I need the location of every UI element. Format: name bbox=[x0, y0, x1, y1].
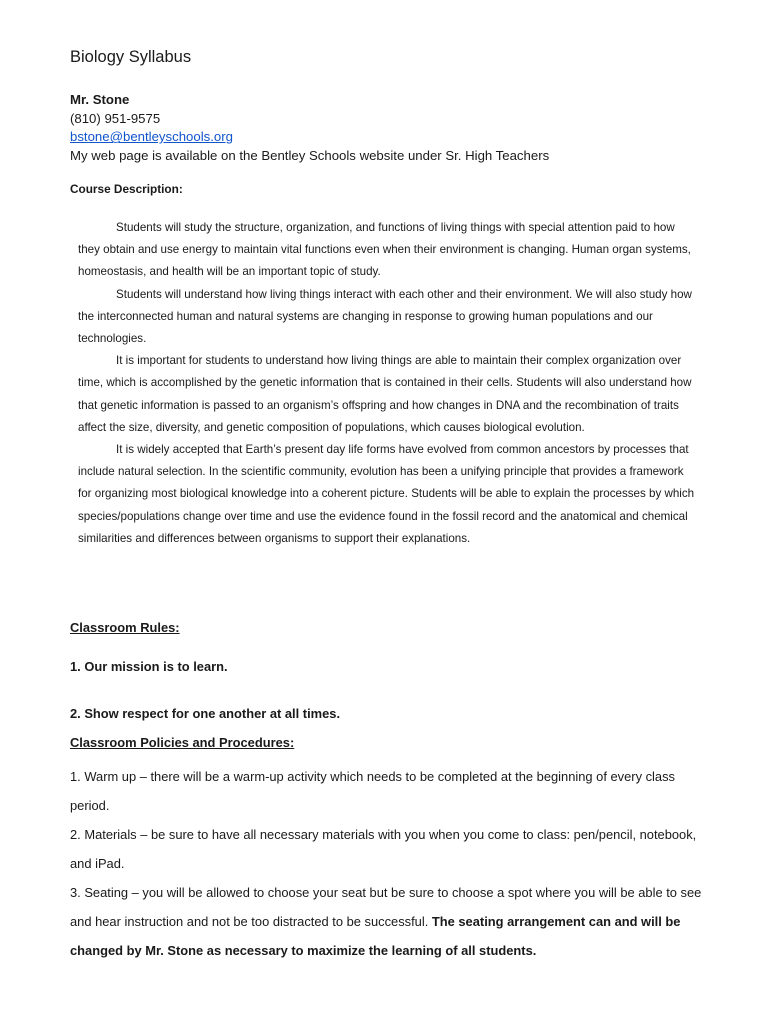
description-paragraph: Students will understand how living things interact with each other and their environment. We will also study how the interconnected human and natural systems are changing in response to growing human populations and our technologies. bbox=[78, 287, 692, 346]
course-description bbox=[78, 217, 698, 550]
description-paragraph: It is widely accepted that Earth’s present day life forms have evolved from common ancestors by processes that include natural selection. In the scientific community, evolution has been a unifying principle that provides a framework for organizing most biological knowledge into a coherent picture. Students will be able to explain the processes by which species/populations change over time and use the evidence found in the fossil record and the anatomical and chemical similarities and differences between organisms to support their explanations. bbox=[78, 443, 695, 545]
policy-item: 1. Warm up – there will be a warm-up activity which needs to be completed at the beginning of every class period. bbox=[70, 769, 675, 813]
description-paragraph: It is important for students to understand how living things are able to maintain their complex organization over time, which is accomplished by the genetic information that is contained in their cells. Students will also understand how that genetic information is passed to an organism’s offspring and how changes in DNA and the recombination of traits affect the size, diversity, and genetic composition of populations, which causes biological evolution. bbox=[78, 354, 692, 434]
rule-item: 1. Our mission is to learn. bbox=[70, 659, 228, 674]
teacher-name: Mr. Stone bbox=[70, 92, 130, 107]
teacher-phone: (810) 951-9575 bbox=[70, 110, 161, 126]
web-page-note: My web page is available on the Bentley Schools website under Sr. High Teachers bbox=[70, 147, 550, 163]
teacher-email-link[interactable]: bstone@bentleyschools.org bbox=[70, 129, 233, 145]
document-title: Biology Syllabus bbox=[70, 48, 192, 66]
policies-heading: Classroom Policies and Procedures: bbox=[70, 735, 295, 750]
rule-item: 2. Show respect for one another at all times. bbox=[70, 706, 341, 721]
course-description-heading: Course Description: bbox=[70, 182, 183, 196]
description-paragraph: Students will study the structure, organization, and functions of living things with special attention paid to how they obtain and use energy to maintain vital functions even when their environment is changing. Human organ systems, homeostasis, and health will be an important topic of study. bbox=[78, 221, 691, 279]
classroom-rules-heading: Classroom Rules: bbox=[70, 620, 180, 635]
policies-list bbox=[70, 762, 710, 965]
policy-item: 2. Materials – be sure to have all necessary materials with you when you come to class: pen/pencil, notebook, and iPad. bbox=[70, 827, 697, 871]
policy-item-text: 3. Seating – you will be allowed to choose your seat but be sure to choose a spot where you will be able to see and hear instruction and not be too distracted to be successful. bbox=[70, 885, 702, 929]
teacher-contact bbox=[70, 91, 549, 165]
policy-item-seating bbox=[70, 878, 710, 965]
policy-item-emphasis: The seating arrangement can and will be changed by Mr. Stone as necessary to maximize the learning of all students. bbox=[70, 914, 681, 958]
